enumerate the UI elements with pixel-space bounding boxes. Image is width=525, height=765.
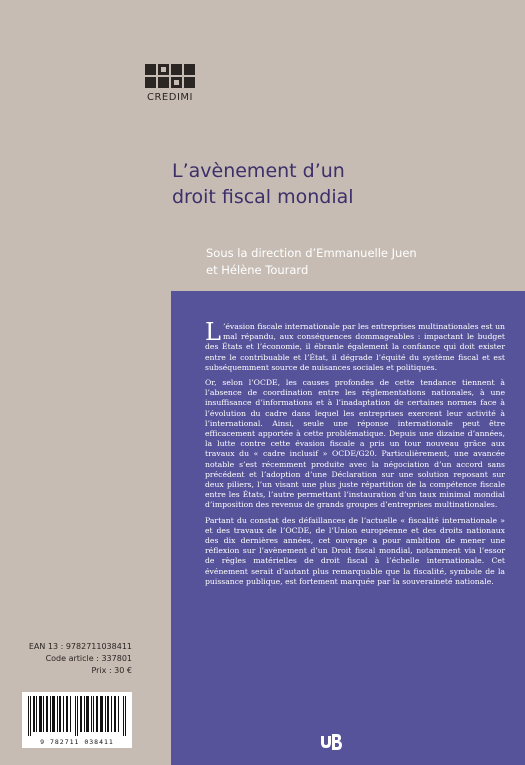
barcode-digits: 9 782711 038411 [40, 738, 114, 746]
summary-paragraph-2: Or, selon l’OCDE, les causes profondes de cette tendance tiennent à l’absence de coordination entre les réglementations nationales, à une insuffisance d’informations et à l’inadaptation de certaines normes face à l’évolution du cadre dans lequel les entreprises exercent leur activité à l’international. Ainsi, seule une réponse internationale peut être efficacement apportée à cette problématique. Depuis une dizaine d’années, la lutte contre cette évasion fiscale a pris un tour nouveau grâce aux travaux du « cadre inclusif » OCDE/G20. Particulièrement, une avancée notable s’est récemment produite avec la négociation d’un accord sans précédent et l’adoption d’une Déclaration sur une solution reposant sur deux piliers, l’un visant une plus juste répartition de la compétence fiscale entre les États, l’autre permettant l’instauration d’un taux minimal mondial d’imposition des revenus de grands groupes d’entreprises multinationales. [205, 378, 505, 510]
directors-line-2: et Hélène Tourard [206, 263, 309, 277]
book-summary [205, 318, 505, 592]
directors-line-1: Sous la direction d’Emmanuelle Juen [206, 246, 417, 260]
title-line-1: L’avènement d’un [172, 160, 345, 182]
barcode-icon [28, 696, 126, 736]
summary-paragraph-1-text: ’évasion fiscale internationale par les entreprises multinationales est un mal répandu, aux conséquences dommageables : impactant le budget des États et l’économie, il ébranle également la confiance qui doit exister entre le contribuable et l’État, il dégrade l’équité du système fiscal et est subséquemment source de nuisances sociales et politiques. [205, 322, 505, 372]
book-directors [206, 245, 506, 279]
article-code: Code article : 337801 [45, 654, 132, 663]
summary-paragraph-3: Partant du constat des défaillances de l’actuelle « fiscalité internationale » et des travaux de l’OCDE, de l’Union européenne et des droits nationaux des dix dernières années, cet ouvrage a pour ambition de mener une réflexion sur l’avènement d’un Droit fiscal mondial, notamment via l’essor de règles matérielles de droit fiscal à l’échelle internationale. Cet événement serait d’autant plus remarquable que la fiscalité, symbole de la puissance publique, est fortement marquée par la souveraineté nationale. [205, 515, 505, 586]
ub-publisher-logo-icon [320, 733, 342, 751]
title-line-2: droit fiscal mondial [172, 186, 354, 208]
credimi-logo [144, 64, 196, 103]
book-title [172, 158, 472, 210]
logo-text: CREDIMI [147, 92, 193, 103]
book-info [22, 641, 132, 677]
summary-paragraph-1 [205, 318, 505, 373]
drop-cap: L [205, 318, 221, 346]
credimi-logo-icon [144, 64, 196, 88]
barcode [22, 692, 132, 748]
ean-code: EAN 13 : 9782711038411 [28, 642, 132, 651]
price: Prix : 30 € [91, 666, 132, 675]
